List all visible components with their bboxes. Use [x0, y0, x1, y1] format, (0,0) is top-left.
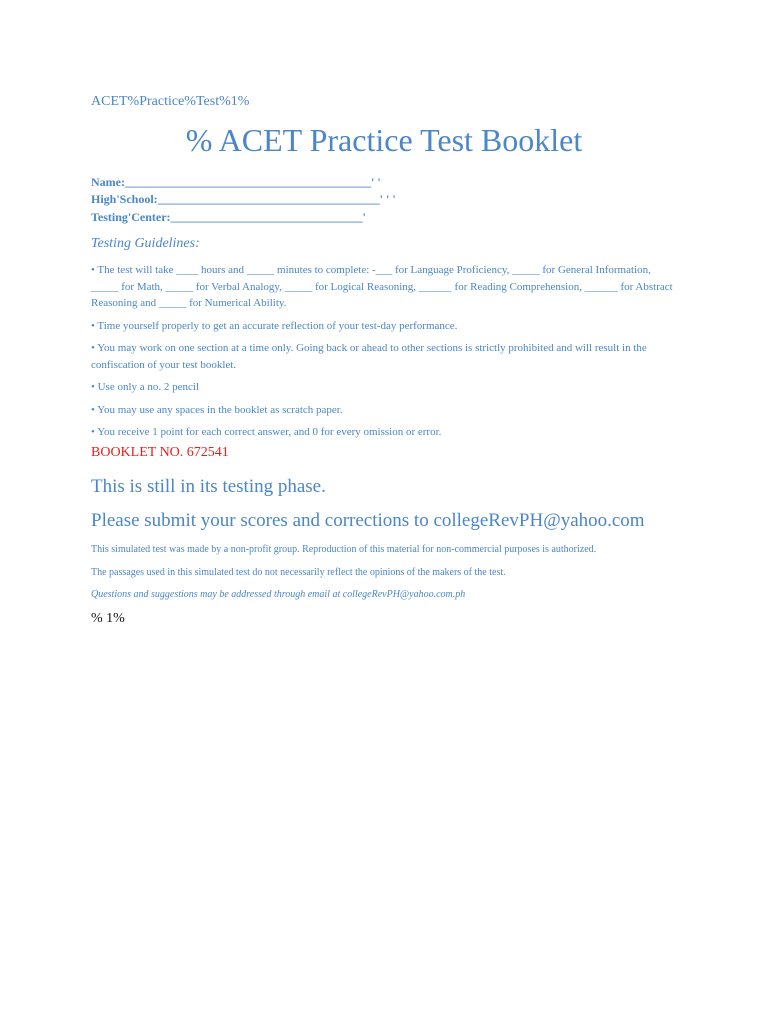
disclaimer-reproduction: This simulated test was made by a non-profit group. Reproduction of this material for non-commercial purposes is authorized.	[91, 544, 597, 555]
guideline-item-scoring: • You receive 1 point for each correct answer, and 0 for every omission or error.	[91, 426, 442, 438]
name-field: Name:_________________________________________' '	[91, 175, 381, 189]
submit-scores-notice: Please submit your scores and corrections to collegeRevPH@yahoo.com	[91, 510, 645, 531]
guideline-item-pacing: • Time yourself properly to get an accurate reflection of your test-day performance.	[91, 319, 458, 332]
booklet-number: BOOKLET NO. 672541	[91, 445, 229, 460]
guideline-item-time: • The test will take ____ hours and _____ minutes to complete: -___ for Language Proficiency, _____ for General Information, _____ for Math, _____ for Verbal Analogy, _____ for Logical Reasoning, ______ for Reading Comprehension, ______ for Abstract Reasoning and _____ for Numerical Ability.	[91, 264, 673, 309]
high-school-field: High'School:_____________________________________' ' '	[91, 192, 396, 206]
guideline-item-sections: • You may work on one section at a time only. Going back or ahead to other sections is strictly prohibited and will result in the confiscation of your test booklet.	[91, 342, 647, 371]
disclaimer-opinions: The passages used in this simulated test do not necessarily reflect the opinions of the makers of the test.	[91, 567, 506, 578]
contact-note: Questions and suggestions may be addressed through email at collegeRevPH@yahoo.com.ph	[91, 589, 466, 600]
page-marker: % 1%	[91, 611, 125, 626]
page-title: % ACET Practice Test Booklet	[185, 122, 583, 158]
guidelines-list	[91, 262, 681, 447]
testing-center-field: Testing'Center:________________________________'	[91, 210, 366, 224]
running-title: ACET%Practice%Test%1%	[91, 94, 250, 109]
guidelines-heading: Testing Guidelines:	[91, 236, 200, 251]
guideline-item-scratch: • You may use any spaces in the booklet as scratch paper.	[91, 403, 343, 416]
guideline-item-pencil: • Use only a no. 2 pencil	[91, 381, 200, 393]
testing-phase-notice: This is still in its testing phase.	[91, 476, 326, 497]
